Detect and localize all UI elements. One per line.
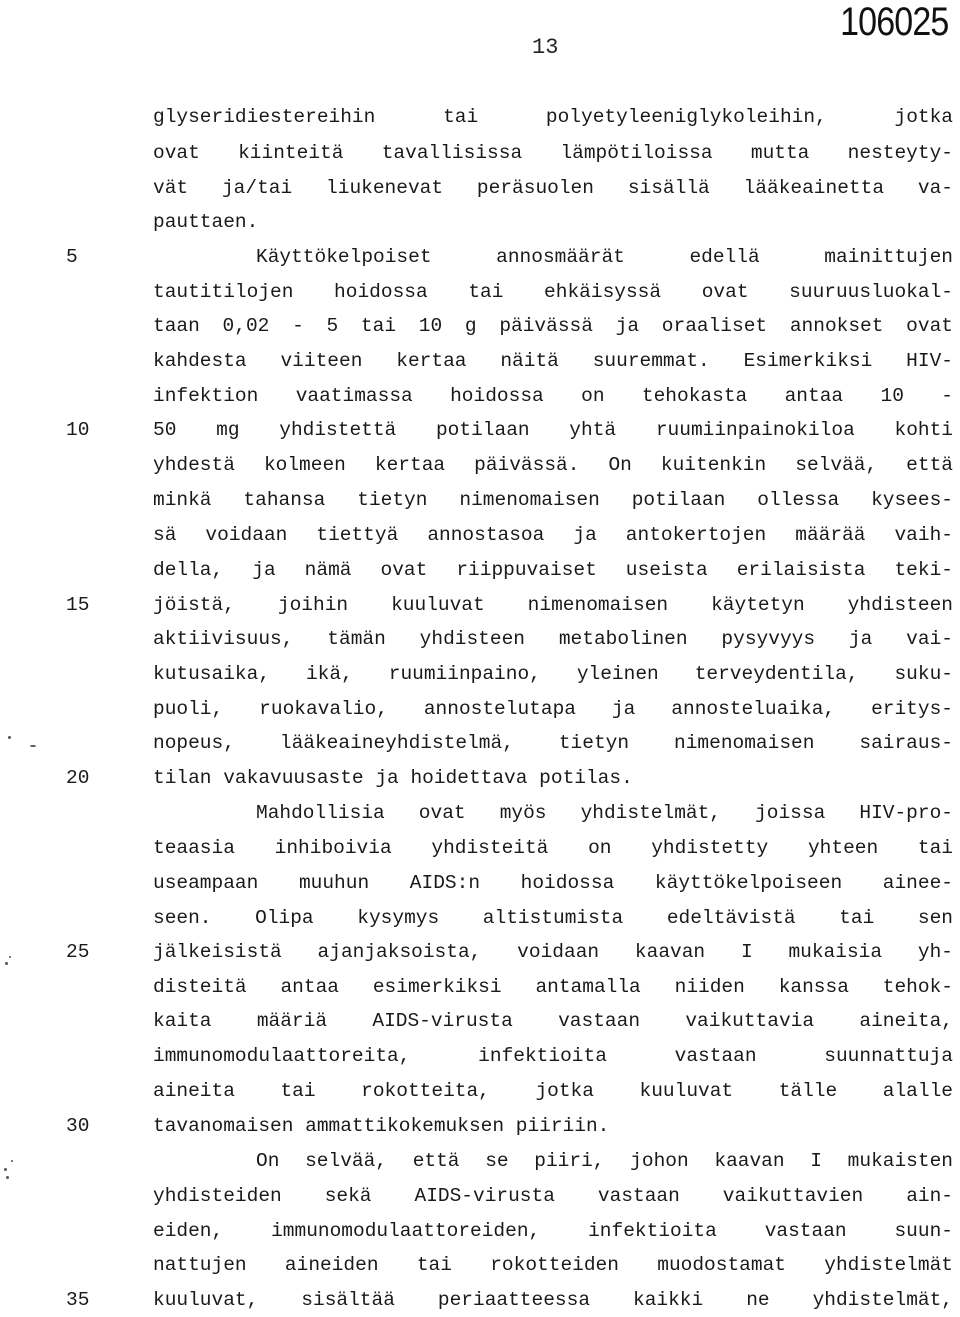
text-line: infektion vaatimassa hoidossa on tehokasta antaa 10 - [153, 385, 953, 407]
text-line: aineita tai rokotteita, jotka kuuluvat tälle alalle [153, 1080, 953, 1102]
page-number: 13 [532, 35, 559, 60]
text-line: 50 mg yhdistettä potilaan yhtä ruumiinpainokiloa kohti [153, 419, 953, 441]
scan-speck [4, 1168, 7, 1171]
text-line: jälkeisistä ajanjaksoista, voidaan kaavan I mukaisia yh- [153, 941, 953, 963]
scan-speck [11, 1160, 13, 1162]
text-line: immunomodulaattoreita, infektioita vastaan suunnattuja [153, 1045, 953, 1067]
scan-speck [6, 1176, 9, 1179]
margin-line-number: 25 [66, 941, 90, 963]
text-line: minkä tahansa tietyn nimenomaisen potilaan ollessa kysees- [153, 489, 953, 511]
text-line: useampaan muuhun AIDS:n hoidossa käyttökelpoiseen ainee- [153, 872, 953, 894]
text-line: kaita määriä AIDS-virusta vastaan vaikuttavia aineita, [153, 1010, 953, 1032]
text-line: della, ja nämä ovat riippuvaiset useista erilaisista teki- [153, 559, 953, 581]
text-line: aktiivisuus, tämän yhdisteen metabolinen pysyvyys ja vai- [153, 628, 953, 650]
text-line: vät ja/tai liukenevat peräsuolen sisällä lääkeainetta va- [153, 177, 953, 199]
text-line: tautitilojen hoidossa tai ehkäisyssä ovat suuruusluokal- [153, 281, 953, 303]
scan-speck [9, 956, 11, 958]
text-line: pauttaen. [153, 211, 259, 233]
text-line: tavanomaisen ammattikokemuksen piiriin. [153, 1115, 610, 1137]
margin-line-number: 15 [66, 594, 90, 616]
text-line: disteitä antaa esimerkiksi antamalla niiden kanssa tehok- [153, 976, 953, 998]
text-line: puoli, ruokavalio, annostelutapa ja annosteluaika, eritys- [153, 698, 953, 720]
document-number: 106025 [839, 0, 948, 44]
text-line: kuuluvat, sisältää periaatteessa kaikki ne yhdistelmät, [153, 1289, 953, 1311]
margin-line-number: 10 [66, 419, 90, 441]
text-line: sä voidaan tiettyä annostasoa ja antokertojen määrää vaih- [153, 524, 953, 546]
text-line: yhdestä kolmeen kertaa päivässä. On kuitenkin selvää, että [153, 454, 953, 476]
text-line: tilan vakavuusaste ja hoidettava potilas. [153, 767, 633, 789]
text-line: nattujen aineiden tai rokotteiden muodostamat yhdistelmät [153, 1254, 953, 1276]
text-line: yhdisteiden sekä AIDS-virusta vastaan vaikuttavien ain- [153, 1185, 953, 1207]
text-line: nopeus, lääkeaineyhdistelmä, tietyn nimenomaisen sairaus- [153, 732, 953, 754]
text-line: ovat kiinteitä tavallisissa lämpötiloissa mutta nesteyty- [153, 142, 953, 164]
margin-line-number: 30 [66, 1115, 90, 1137]
text-line: kutusaika, ikä, ruumiinpaino, yleinen terveydentila, suku- [153, 663, 953, 685]
text-line: seen. Olipa kysymys altistumista edeltävistä tai sen [153, 907, 953, 929]
margin-line-number: 35 [66, 1289, 90, 1311]
scan-speck [5, 962, 8, 965]
scan-speck [30, 745, 36, 747]
scan-speck [8, 736, 11, 739]
text-line: Mahdollisia ovat myös yhdistelmät, joissa HIV-pro- [256, 802, 953, 824]
text-line: Käyttökelpoiset annosmäärät edellä mainittujen [256, 246, 953, 268]
text-line: taan 0,02 - 5 tai 10 g päivässä ja oraaliset annokset ovat [153, 315, 953, 337]
text-line: glyseridiestereihin tai polyetyleeniglykoleihin, jotka [153, 106, 953, 128]
text-line: jöistä, joihin kuuluvat nimenomaisen käytetyn yhdisteen [153, 594, 953, 616]
margin-line-number: 5 [66, 246, 78, 268]
text-line: eiden, immunomodulaattoreiden, infektioita vastaan suun- [153, 1220, 953, 1242]
text-line: teaasia inhiboivia yhdisteitä on yhdistetty yhteen tai [153, 837, 953, 859]
text-line: On selvää, että se piiri, johon kaavan I mukaisten [256, 1150, 953, 1172]
text-line: kahdesta viiteen kertaa näitä suuremmat. Esimerkiksi HIV- [153, 350, 953, 372]
margin-line-number: 20 [66, 767, 90, 789]
